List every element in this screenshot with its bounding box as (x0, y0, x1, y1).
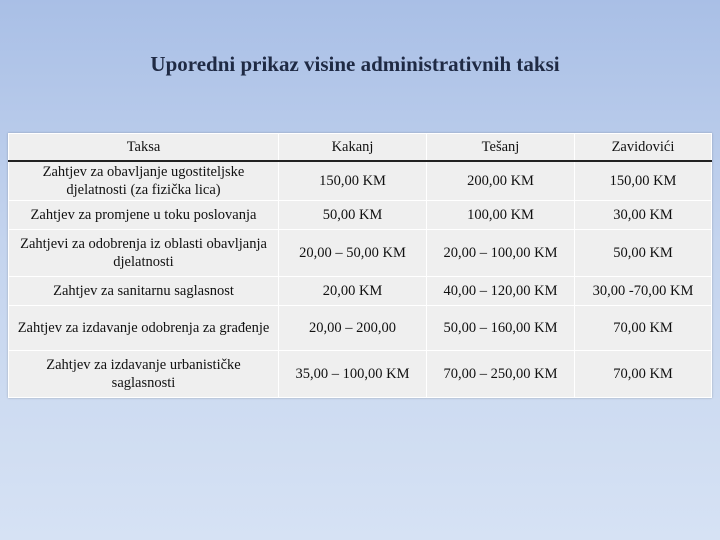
fee-name: Zahtjev za izdavanje urbanističke saglasnosti (9, 351, 279, 398)
table-row (9, 306, 712, 351)
fee-name: Zahtjev za promjene u toku poslovanja (9, 201, 279, 230)
fee-kakanj: 20,00 – 200,00 (279, 306, 427, 351)
fee-name: Zahtjev za sanitarnu saglasnost (9, 277, 279, 306)
fee-zavidovici: 50,00 KM (575, 230, 712, 277)
fee-name: Zahtjev za izdavanje odobrenja za građenje (9, 306, 279, 351)
fee-tesanj: 100,00 KM (427, 201, 575, 230)
header-taksa: Taksa (9, 134, 279, 162)
fee-zavidovici: 70,00 KM (575, 306, 712, 351)
header-kakanj: Kakanj (279, 134, 427, 162)
table-row (9, 161, 712, 201)
table-row (9, 230, 712, 277)
table-row (9, 277, 712, 306)
fee-tesanj: 200,00 KM (427, 161, 575, 201)
fee-kakanj: 20,00 – 50,00 KM (279, 230, 427, 277)
fee-kakanj: 20,00 KM (279, 277, 427, 306)
fee-name: Zahtjev za obavljanje ugostiteljske djelatnosti (za fizička lica) (9, 161, 279, 201)
fees-comparison-table (8, 133, 712, 398)
fee-tesanj: 70,00 – 250,00 KM (427, 351, 575, 398)
page-title: Uporedni prikaz visine administrativnih taksi (150, 52, 560, 76)
fee-name: Zahtjevi za odobrenja iz oblasti obavljanja djelatnosti (9, 230, 279, 277)
fee-kakanj: 35,00 – 100,00 KM (279, 351, 427, 398)
table-row (9, 351, 712, 398)
header-zavidovici: Zavidovići (575, 134, 712, 162)
fee-tesanj: 40,00 – 120,00 KM (427, 277, 575, 306)
fee-zavidovici: 30,00 -70,00 KM (575, 277, 712, 306)
fee-zavidovici: 30,00 KM (575, 201, 712, 230)
table-header-row (9, 134, 712, 162)
fee-kakanj: 150,00 KM (279, 161, 427, 201)
fee-zavidovici: 150,00 KM (575, 161, 712, 201)
table-row (9, 201, 712, 230)
fee-zavidovici: 70,00 KM (575, 351, 712, 398)
fee-kakanj: 50,00 KM (279, 201, 427, 230)
fee-tesanj: 20,00 – 100,00 KM (427, 230, 575, 277)
header-tesanj: Tešanj (427, 134, 575, 162)
fee-tesanj: 50,00 – 160,00 KM (427, 306, 575, 351)
